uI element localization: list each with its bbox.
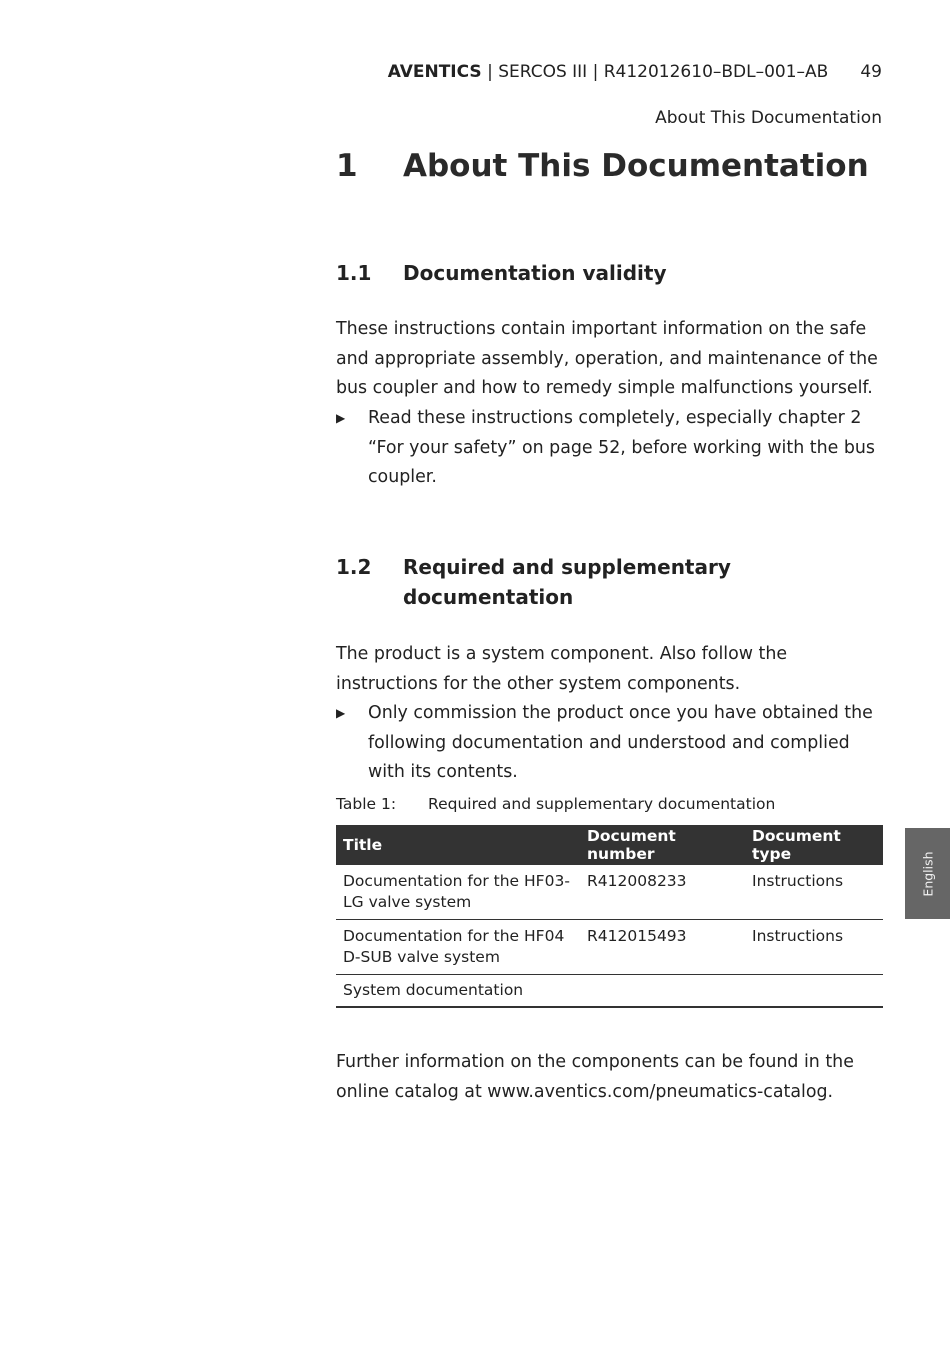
- table-row: [336, 865, 883, 920]
- cell-document-type: Instructions: [745, 920, 883, 975]
- section-heading-1-2: [336, 552, 833, 612]
- cell-document-type: [745, 975, 883, 1008]
- language-tab-label: English: [920, 850, 935, 897]
- section-heading-1-1: [336, 258, 833, 288]
- further-info-paragraph: Further information on the components can be found in the online catalog at www.aventics.com/pneumatics-catalog.: [336, 1052, 854, 1102]
- table-caption: [336, 795, 775, 813]
- cell-document-number: [580, 975, 745, 1008]
- cell-document-number: R412008233: [580, 865, 745, 920]
- bullet-text: Only commission the product once you have obtained the following documentation and understood and complied with its contents.: [368, 703, 873, 783]
- cell-title: Documentation for the HF04 D-SUB valve system: [336, 920, 580, 975]
- cell-document-number: R412015493: [580, 920, 745, 975]
- table-header-row: [336, 825, 883, 865]
- document-info: | SERCOS III | R412012610–BDL–001–AB: [481, 62, 829, 82]
- column-header-title: Title: [336, 825, 580, 865]
- column-header-document-number: Document number: [580, 825, 745, 865]
- cell-title: Documentation for the HF03-LG valve system: [336, 865, 580, 920]
- brand-name: AVENTICS: [387, 62, 482, 82]
- bullet-triangle-icon: ▶: [336, 706, 346, 720]
- section-number: 1.2: [336, 555, 372, 579]
- table-row: [336, 975, 883, 1008]
- section-title: Documentation validity: [403, 261, 667, 285]
- chapter-number: 1: [336, 148, 358, 184]
- cell-title: System documentation: [336, 975, 580, 1008]
- column-header-document-type: Document type: [745, 825, 883, 865]
- chapter-heading: [336, 148, 869, 184]
- chapter-title: About This Documentation: [403, 148, 869, 184]
- bullet-text: Read these instructions completely, especially chapter 2 “For your safety” on page 52, before working with the bus coupler.: [368, 408, 875, 488]
- language-tab: [905, 828, 950, 919]
- validity-paragraph: These instructions contain important information on the safe and appropriate assembly, operation, and maintenance of the bus coupler and how to remedy simple malfunctions yourself.: [336, 319, 878, 399]
- page-number: 49: [860, 62, 882, 82]
- documentation-table: [336, 825, 883, 1008]
- table-row: [336, 920, 883, 975]
- required-docs-bullet: [336, 699, 884, 788]
- running-header: [300, 62, 882, 82]
- table-caption-label: Table 1:: [336, 795, 397, 813]
- section-title: Required and supplementary documentation: [403, 555, 731, 609]
- bullet-triangle-icon: ▶: [336, 411, 346, 425]
- running-section-title: About This Documentation: [655, 108, 882, 128]
- cell-document-type: Instructions: [745, 865, 883, 920]
- section-number: 1.1: [336, 261, 372, 285]
- table-caption-text: Required and supplementary documentation: [428, 795, 776, 813]
- validity-bullet: [336, 404, 884, 493]
- required-docs-paragraph: The product is a system component. Also follow the instructions for the other system components.: [336, 644, 788, 694]
